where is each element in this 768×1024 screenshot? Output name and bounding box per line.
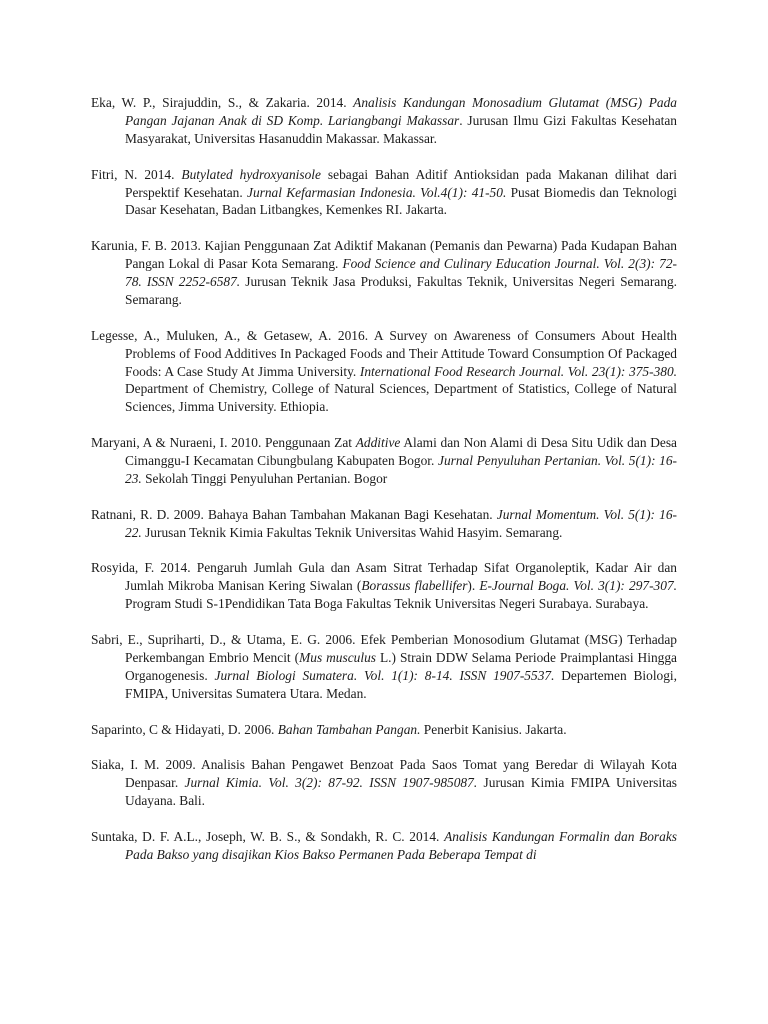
reference-text: Legesse, A., Muluken, A., & Getasew, A. 2016. A Survey on Awareness of Consumers About Health Problems of Food Additives In Packaged Foods and Their Attitude Toward Consumption Of Packaged Foods: A Case Study At Jimma University. [91,327,677,379]
reference-text: Sekolah Tinggi Penyuluhan Pertanian. Bogor [141,470,388,486]
reference-text: . Jurusan Ilmu Gizi Fakultas Kesehatan Masyarakat, Universitas Hasanuddin Makassar. Makassar. [125,112,678,146]
reference-text: Eka, W. P., Sirajuddin, S., & Zakaria. 2014. [91,95,354,110]
reference-journal-italic: Jurnal Biologi Sumatera. Vol. 1(1): 8-14. ISSN 1907-5537. [214,667,555,683]
reference-entry [91,166,677,220]
reference-text: Fitri, N. 2014. [91,166,182,182]
reference-text: Rosyida, F. 2014. Pengaruh Jumlah Gula dan Asam Sitrat Terhadap Sifat Organoleptik, Kadar Air dan Jumlah Mikroba Manisan Kering Siwalan ( [91,560,677,594]
reference-term-italic: Additive [355,435,401,451]
reference-term-italic: Butylated hydroxyanisole [181,166,321,182]
reference-text: Pusat Biomedis dan Teknologi Dasar Kesehatan, Badan Litbangkes, Kemenkes RI. Jakarta. [125,184,678,218]
reference-text: Program Studi S-1Pendidikan Tata Boga Fakultas Teknik Universitas Negeri Surabaya. Surabaya. [125,596,649,612]
reference-journal-italic: Jurnal Kimia. Vol. 3(2): 87-92. ISSN 1907-985087. [184,775,478,791]
reference-text: L.) Strain DDW Selama Periode Praimplantasi Hingga Organogenesis. [125,649,677,683]
reference-text: Department of Chemistry, College of Natural Sciences, Department of Statistics, College of Natural Sciences, Jimma University. Ethiopia. [125,381,677,415]
reference-entry [91,327,677,417]
reference-journal-italic: Jurnal Momentum. Vol. 5(1): 16-22. [125,506,677,540]
reference-title-italic: Bahan Tambahan Pangan. [277,721,421,737]
reference-title-italic: Analisis Kandungan Monosadium Glutamat (MSG) Pada Pangan Jajanan Anak di SD Komp. Lariangbangi Makassar [125,95,677,128]
reference-entry [91,631,677,703]
reference-text: Jurusan Teknik Kimia Fakultas Teknik Universitas Wahid Hasyim. Semarang. [141,524,563,540]
reference-list [91,94,677,864]
reference-text: Alami dan Non Alami di Desa Situ Udik dan Desa Cimanggu-I Kecamatan Cibungbulang Kabupaten Bogor. [125,435,677,469]
reference-entry [91,506,677,542]
reference-text: Maryani, A & Nuraeni, I. 2010. Penggunaan Zat [91,435,356,451]
reference-entry [91,828,677,864]
reference-text: ). [467,578,480,594]
reference-journal-italic: Jurnal Kefarmasian Indonesia. Vol.4(1): 41-50. [247,184,507,200]
reference-journal-italic: Jurnal Penyuluhan Pertanian. Vol. 5(1): 16-23. [125,453,677,486]
reference-text: Jurusan Kimia FMIPA Universitas Udayana. Bali. [125,775,677,809]
reference-text: sebagai Bahan Aditif Antioksidan pada Makanan dilihat dari Perspektif Kesehatan. [125,166,678,200]
reference-text: Sabri, E., Supriharti, D., & Utama, E. G. 2006. Efek Pemberian Monosodium Glutamat (MSG) Terhadap Perkembangan Embrio Mencit ( [91,632,677,665]
reference-text: Suntaka, D. F. A.L., Joseph, W. B. S., & Sondakh, R. C. 2014. [91,829,445,844]
reference-journal-italic: Food Science and Culinary Education Journal. Vol. 2(3): 72-78. ISSN 2252-6587. [125,256,677,290]
reference-entry [91,434,677,488]
reference-journal-italic: International Food Research Journal. Vol. 23(1): 375-380. [359,363,677,379]
reference-entry [91,94,677,148]
reference-entry [91,237,677,309]
reference-text: Departemen Biologi, FMIPA, Universitas Sumatera Utara. Medan. [125,667,677,701]
reference-entry [91,721,677,739]
reference-entry [91,756,677,810]
reference-text: Jurusan Teknik Jasa Produksi, Fakultas Teknik, Universitas Negeri Semarang. Semarang. [125,274,677,307]
reference-text: Penerbit Kanisius. Jakarta. [420,721,567,737]
reference-text: Siaka, I. M. 2009. Analisis Bahan Pengawet Benzoat Pada Saos Tomat yang Beredar di Wilayah Kota Denpasar. [91,757,677,791]
reference-journal-italic: E-Journal Boga. Vol. 3(1): 297-307. [479,578,677,594]
reference-text: Ratnani, R. D. 2009. Bahaya Bahan Tambahan Makanan Bagi Kesehatan. [91,506,497,522]
reference-species-italic: Mus musculus [299,649,376,665]
reference-title-italic: Analisis Kandungan Formalin dan Boraks Pada Bakso yang disajikan Kios Bakso Permanen Pada Beberapa Tempat di [125,829,677,862]
reference-text: Karunia, F. B. 2013. Kajian Penggunaan Zat Adiktif Makanan (Pemanis dan Pewarna) Pada Kudapan Bahan Pangan Lokal di Pasar Kota Semarang. [91,238,677,272]
reference-entry [91,559,677,613]
reference-species-italic: Borassus flabellifer [361,578,468,594]
reference-text: Saparinto, C & Hidayati, D. 2006. [91,721,278,737]
